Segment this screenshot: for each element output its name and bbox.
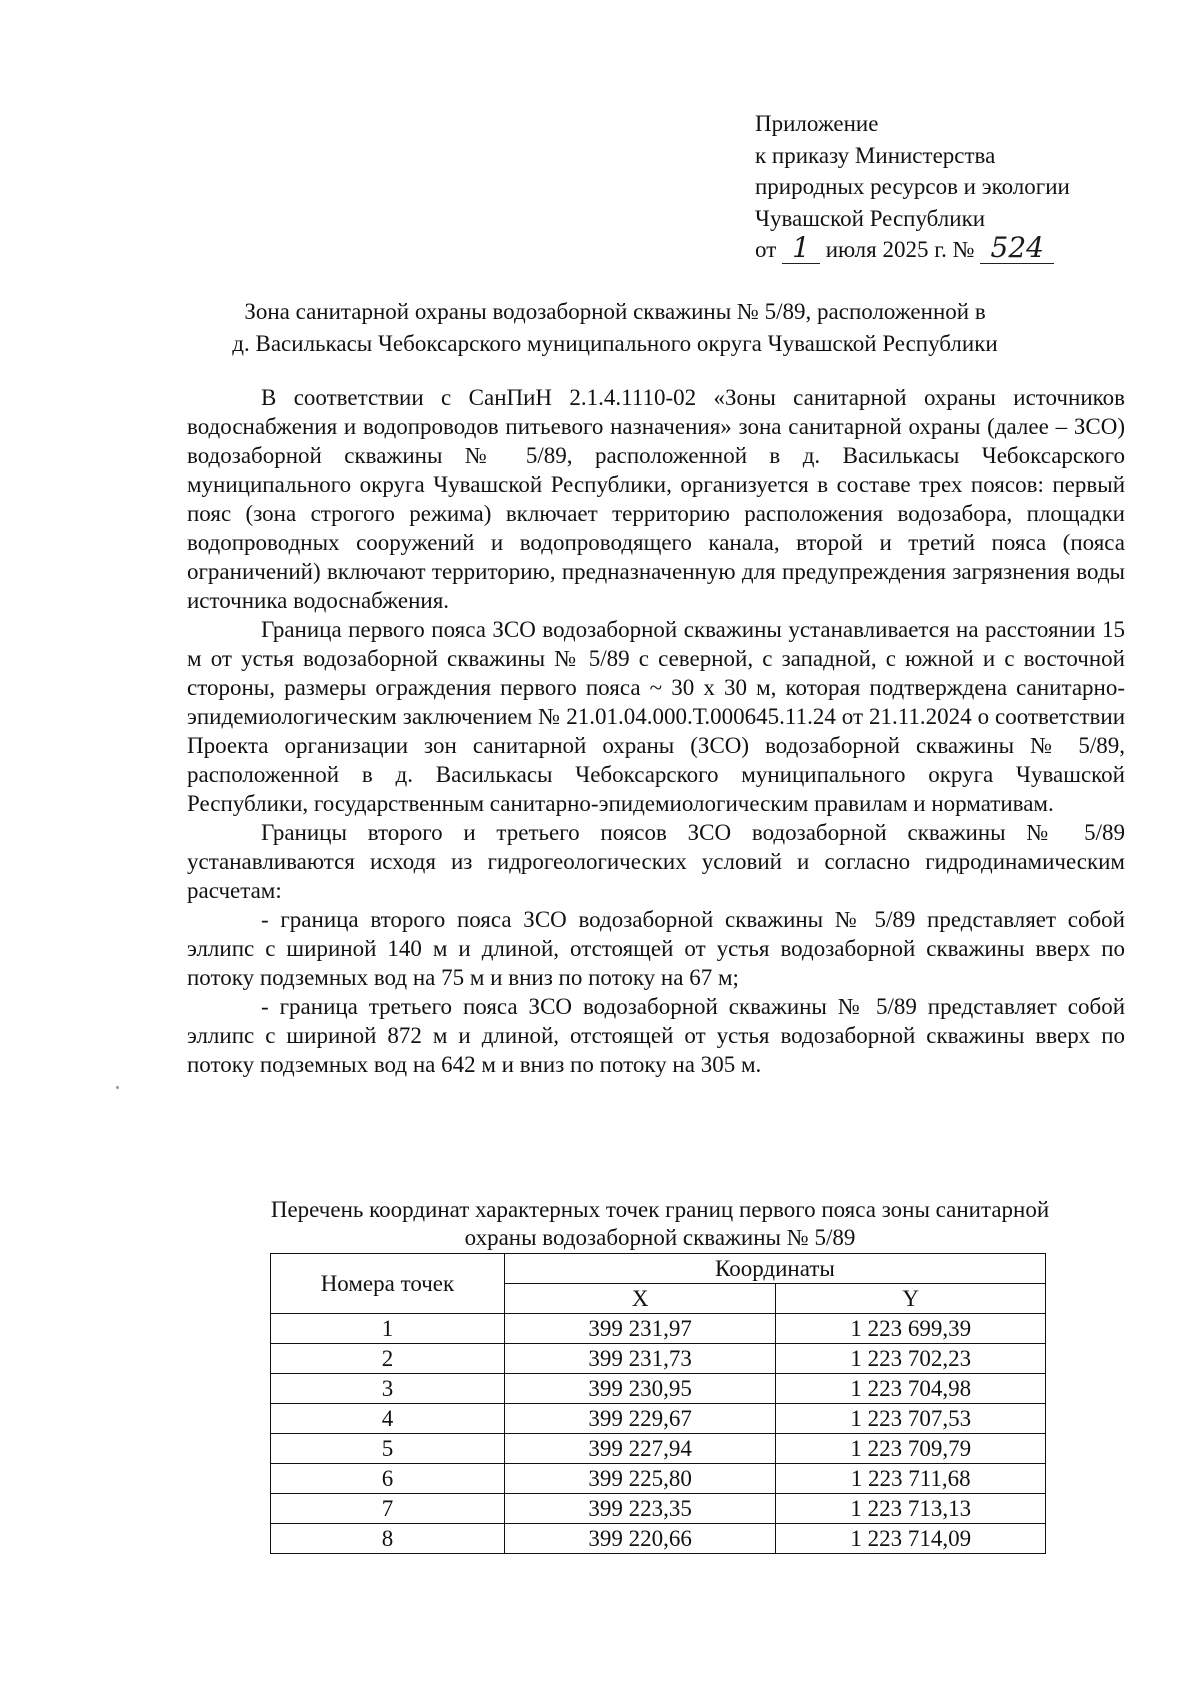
cell-point: 1 bbox=[271, 1314, 505, 1344]
table-header-row bbox=[271, 1254, 1046, 1284]
table-row bbox=[271, 1434, 1046, 1464]
paragraph: - граница третьего пояса ЗСО водозаборной скважины № 5/89 представляет собой эллипс с шириной 872 м и длиной, отстоящей от устья водозаборной скважины вверх по потоку подземных вод на 642 м и вниз по потоку на 305 м. bbox=[187, 994, 1125, 1077]
document-body bbox=[187, 383, 1125, 1079]
table-caption bbox=[180, 1196, 1140, 1252]
table-row bbox=[271, 1404, 1046, 1434]
paragraph: - граница второго пояса ЗСО водозаборной скважины № 5/89 представляет собой эллипс с шириной 140 м и длиной, отстоящей от устья водозаборной скважины вверх по потоку подземных вод на 75 м и вниз по потоку на 67 м; bbox=[187, 907, 1125, 990]
scan-speck bbox=[116, 1086, 119, 1089]
cell-y: 1 223 699,39 bbox=[776, 1314, 1046, 1344]
header-y: Y bbox=[776, 1284, 1046, 1314]
cell-point: 4 bbox=[271, 1404, 505, 1434]
cell-y: 1 223 709,79 bbox=[776, 1434, 1046, 1464]
cell-y: 1 223 704,98 bbox=[776, 1374, 1046, 1404]
cell-point: 7 bbox=[271, 1494, 505, 1524]
appendix-line: природных ресурсов и экологии bbox=[755, 174, 1070, 199]
appendix-line: Чувашской Республики bbox=[755, 205, 986, 231]
title-line: д. Василькасы Чебоксарского муниципального округа Чувашской Республики bbox=[232, 330, 998, 356]
table-row bbox=[271, 1494, 1046, 1524]
cell-x: 399 231,97 bbox=[504, 1314, 776, 1344]
cell-point: 2 bbox=[271, 1344, 505, 1374]
paragraph: Граница первого пояса ЗСО водозаборной скважины устанавливается на расстоянии 15 м от устья водозаборной скважины № 5/89 с северной, с западной, с южной и с восточной стороны, размеры ограждения первого пояса ~ 30 х 30 м, которая подтверждена санитарно-эпидемиологическим заключением № 21.01.04.000.Т.000645.11.24 от 21.11.2024 о соответствии Проекта организации зон санитарной охраны (ЗСО) водозаборной скважины № 5/89, расположенной в д. Василькасы Чебоксарского муниципального округа Чувашской Республики, государственным санитарно-эпидемиологическим правилам и нормативам. bbox=[187, 617, 1125, 816]
document-title bbox=[150, 296, 1080, 359]
coordinates-table bbox=[270, 1253, 1046, 1554]
paragraph: Границы второго и третьего поясов ЗСО водозаборной скважины № 5/89 устанавливаются исходя из гидрогеологических условий и согласно гидродинамическим расчетам: bbox=[187, 820, 1125, 903]
cell-y: 1 223 714,09 bbox=[776, 1524, 1046, 1554]
number-blank bbox=[980, 231, 1054, 264]
date-prefix: от bbox=[755, 237, 777, 262]
appendix-line: Приложение bbox=[755, 111, 879, 136]
cell-point: 6 bbox=[271, 1464, 505, 1494]
cell-x: 399 229,67 bbox=[504, 1404, 776, 1434]
table-row bbox=[271, 1374, 1046, 1404]
cell-point: 5 bbox=[271, 1434, 505, 1464]
day-blank bbox=[782, 231, 820, 264]
handwritten-number: 524 bbox=[990, 231, 1044, 264]
table-row bbox=[271, 1464, 1046, 1494]
caption-line: охраны водозаборной скважины № 5/89 bbox=[464, 1225, 856, 1250]
month-year: июля 2025 г. № bbox=[825, 237, 975, 262]
appendix-date-line bbox=[755, 231, 1070, 266]
cell-x: 399 225,80 bbox=[504, 1464, 776, 1494]
table-row bbox=[271, 1314, 1046, 1344]
cell-y: 1 223 702,23 bbox=[776, 1344, 1046, 1374]
cell-x: 399 220,66 bbox=[504, 1524, 776, 1554]
title-line: Зона санитарной охраны водозаборной скважины № 5/89, расположенной в bbox=[244, 299, 986, 324]
cell-x: 399 227,94 bbox=[504, 1434, 776, 1464]
header-x: X bbox=[504, 1284, 776, 1314]
header-coordinates: Координаты bbox=[504, 1254, 1045, 1284]
caption-line: Перечень координат характерных точек границ первого пояса зоны санитарной bbox=[270, 1197, 1050, 1222]
cell-x: 399 231,73 bbox=[504, 1344, 776, 1374]
table-row bbox=[271, 1524, 1046, 1554]
cell-y: 1 223 713,13 bbox=[776, 1494, 1046, 1524]
cell-x: 399 223,35 bbox=[504, 1494, 776, 1524]
header-points: Номера точек bbox=[271, 1254, 505, 1314]
cell-x: 399 230,95 bbox=[504, 1374, 776, 1404]
cell-point: 8 bbox=[271, 1524, 505, 1554]
appendix-line: к приказу Министерства bbox=[755, 142, 996, 168]
handwritten-day: 1 bbox=[792, 231, 810, 264]
appendix-header bbox=[755, 108, 1070, 266]
table-row bbox=[271, 1344, 1046, 1374]
paragraph: В соответствии с СанПиН 2.1.4.1110-02 «Зоны санитарной охраны источников водоснабжения и водопроводов питьевого назначения» зона санитарной охраны (далее – ЗСО) водозаборной скважины № 5/89, расположенной в д. Василькасы Чебоксарского муниципального округа Чувашской Республики, организуется в составе трех поясов: первый пояс (зона строгого режима) включает территорию расположения водозабора, площадки водопроводных сооружений и водопроводящего канала, второй и третий пояса (пояса ограничений) включают территорию, предназначенную для предупреждения загрязнения воды источника водоснабжения. bbox=[187, 385, 1125, 613]
cell-y: 1 223 711,68 bbox=[776, 1464, 1046, 1494]
cell-point: 3 bbox=[271, 1374, 505, 1404]
cell-y: 1 223 707,53 bbox=[776, 1404, 1046, 1434]
